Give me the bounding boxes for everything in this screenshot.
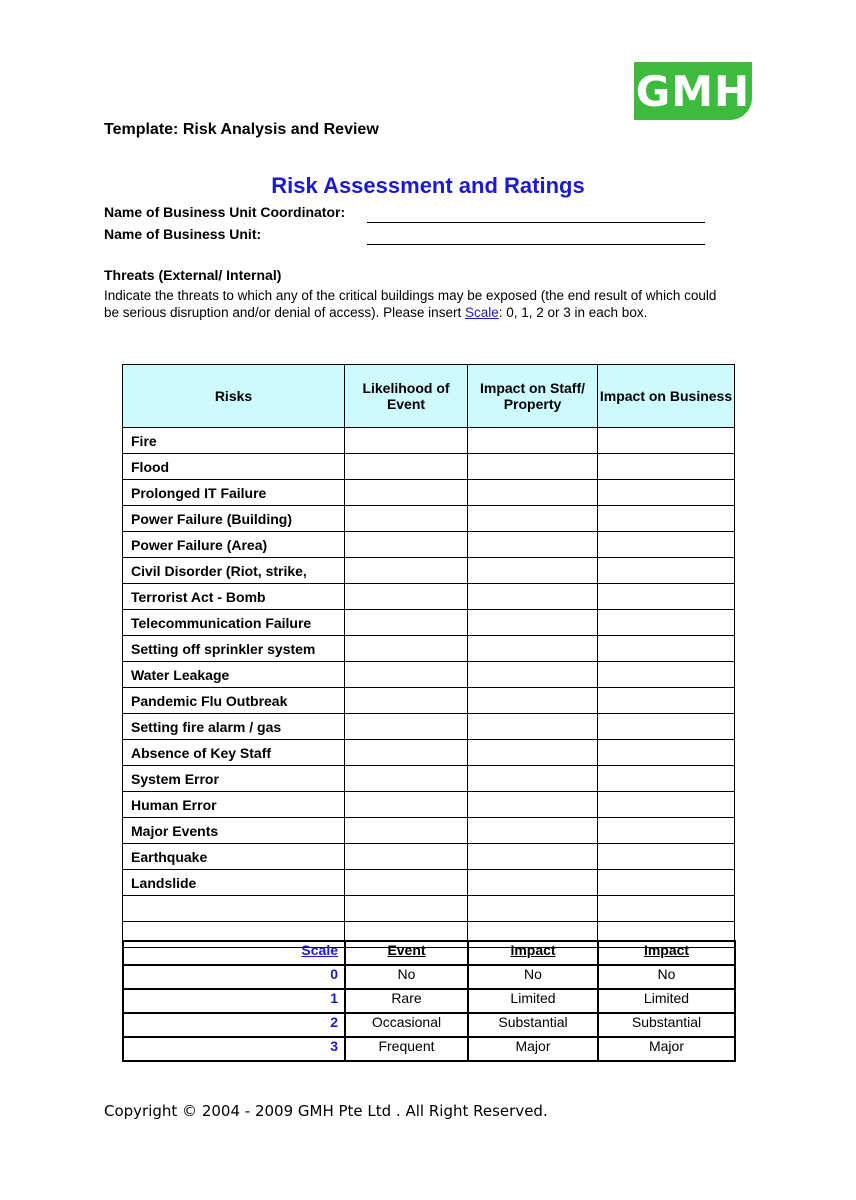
impact-business-value: Major	[598, 1037, 735, 1061]
scale-table	[122, 940, 736, 1062]
impact-staff-cell[interactable]	[468, 896, 598, 922]
impact-business-cell[interactable]	[598, 480, 735, 506]
scale-header-row	[123, 941, 735, 965]
impact-staff-cell[interactable]	[468, 766, 598, 792]
impact-business-cell[interactable]	[598, 766, 735, 792]
impact-staff-value: Substantial	[468, 1013, 598, 1037]
impact-business-cell[interactable]	[598, 558, 735, 584]
impact-staff-cell[interactable]	[468, 818, 598, 844]
likelihood-cell[interactable]	[345, 506, 468, 532]
likelihood-cell[interactable]	[345, 870, 468, 896]
likelihood-cell[interactable]	[345, 480, 468, 506]
impact-business-cell[interactable]	[598, 688, 735, 714]
impact-staff-cell[interactable]	[468, 740, 598, 766]
business-unit-label: Name of Business Unit:	[104, 226, 262, 242]
risk-name: Major Events	[123, 818, 345, 844]
business-unit-field[interactable]	[367, 244, 705, 245]
table-row	[123, 662, 735, 688]
likelihood-cell[interactable]	[345, 766, 468, 792]
impact-staff-cell[interactable]	[468, 792, 598, 818]
header-likelihood: Likelihood of Event	[345, 365, 468, 428]
impact-header: Impact	[598, 941, 735, 965]
scale-row	[123, 1013, 735, 1037]
likelihood-cell[interactable]	[345, 688, 468, 714]
table-row	[123, 688, 735, 714]
likelihood-cell[interactable]	[345, 532, 468, 558]
header-risks: Risks	[123, 365, 345, 428]
risk-name: Landslide	[123, 870, 345, 896]
event-value: Rare	[345, 989, 468, 1013]
gmh-logo: GMH	[634, 62, 752, 120]
impact-staff-cell[interactable]	[468, 636, 598, 662]
impact-staff-cell[interactable]	[468, 506, 598, 532]
impact-business-value: No	[598, 965, 735, 989]
impact-business-cell[interactable]	[598, 428, 735, 454]
impact-business-cell[interactable]	[598, 844, 735, 870]
risk-name: Flood	[123, 454, 345, 480]
impact-business-cell[interactable]	[598, 636, 735, 662]
scale-header[interactable]: Scale	[123, 941, 345, 965]
likelihood-cell[interactable]	[345, 610, 468, 636]
event-value: Frequent	[345, 1037, 468, 1061]
impact-staff-value: Major	[468, 1037, 598, 1061]
likelihood-cell[interactable]	[345, 792, 468, 818]
impact-staff-cell[interactable]	[468, 558, 598, 584]
impact-staff-cell[interactable]	[468, 688, 598, 714]
likelihood-cell[interactable]	[345, 740, 468, 766]
risk-name: Civil Disorder (Riot, strike,	[123, 558, 345, 584]
likelihood-cell[interactable]	[345, 844, 468, 870]
impact-business-value: Substantial	[598, 1013, 735, 1037]
threats-heading: Threats (External/ Internal)	[104, 267, 282, 283]
table-row	[123, 714, 735, 740]
impact-staff-cell[interactable]	[468, 480, 598, 506]
instructions-text-end: : 0, 1, 2 or 3 in each box.	[498, 304, 648, 320]
impact-business-cell[interactable]	[598, 740, 735, 766]
scale-value: 0	[123, 965, 345, 989]
impact-staff-cell[interactable]	[468, 428, 598, 454]
impact-business-cell[interactable]	[598, 506, 735, 532]
impact-staff-cell[interactable]	[468, 532, 598, 558]
risk-name: Terrorist Act - Bomb	[123, 584, 345, 610]
page-title: Risk Assessment and Ratings	[271, 173, 585, 198]
scale-value: 3	[123, 1037, 345, 1061]
likelihood-cell[interactable]	[345, 454, 468, 480]
coordinator-field[interactable]	[367, 222, 705, 223]
impact-staff-cell[interactable]	[468, 454, 598, 480]
risk-name: Power Failure (Area)	[123, 532, 345, 558]
event-value: No	[345, 965, 468, 989]
table-row	[123, 506, 735, 532]
impact-business-value: Limited	[598, 989, 735, 1013]
table-row	[123, 818, 735, 844]
impact-staff-value: Limited	[468, 989, 598, 1013]
copyright: Copyright © 2004 - 2009 GMH Pte Ltd . All Right Reserved.	[104, 1102, 548, 1120]
risk-name	[123, 896, 345, 922]
table-row	[123, 844, 735, 870]
scale-value: 1	[123, 989, 345, 1013]
impact-business-cell[interactable]	[598, 870, 735, 896]
table-row	[123, 610, 735, 636]
impact-business-cell[interactable]	[598, 532, 735, 558]
scale-link[interactable]: Scale	[464, 304, 499, 320]
risk-name: Power Failure (Building)	[123, 506, 345, 532]
table-row	[123, 480, 735, 506]
template-title: Template: Risk Analysis and Review	[104, 121, 379, 138]
table-row	[123, 896, 735, 922]
threats-instructions	[104, 288, 724, 321]
table-row	[123, 454, 735, 480]
impact-business-cell[interactable]	[598, 454, 735, 480]
event-header: Event	[345, 941, 468, 965]
scale-value: 2	[123, 1013, 345, 1037]
likelihood-cell[interactable]	[345, 818, 468, 844]
event-value: Occasional	[345, 1013, 468, 1037]
risk-name: Pandemic Flu Outbreak	[123, 688, 345, 714]
risk-name: Earthquake	[123, 844, 345, 870]
header-impact-staff: Impact on Staff/ Property	[468, 365, 598, 428]
risk-name: Prolonged IT Failure	[123, 480, 345, 506]
likelihood-cell[interactable]	[345, 714, 468, 740]
risk-name: Setting off sprinkler system	[123, 636, 345, 662]
impact-staff-cell[interactable]	[468, 584, 598, 610]
impact-business-cell[interactable]	[598, 896, 735, 922]
table-row	[123, 532, 735, 558]
impact-staff-cell[interactable]	[468, 870, 598, 896]
table-row	[123, 792, 735, 818]
risk-name: Telecommunication Failure	[123, 610, 345, 636]
likelihood-cell[interactable]	[345, 558, 468, 584]
impact-business-cell[interactable]	[598, 714, 735, 740]
impact-business-cell[interactable]	[598, 792, 735, 818]
likelihood-cell[interactable]	[345, 896, 468, 922]
header-impact-business: Impact on Business	[598, 365, 735, 428]
risk-name: Fire	[123, 428, 345, 454]
impact-staff-cell[interactable]	[468, 610, 598, 636]
impact-business-cell[interactable]	[598, 610, 735, 636]
table-row	[123, 584, 735, 610]
likelihood-cell[interactable]	[345, 636, 468, 662]
risk-name: Water Leakage	[123, 662, 345, 688]
impact-staff-cell[interactable]	[468, 844, 598, 870]
impact-staff-cell[interactable]	[468, 714, 598, 740]
risk-table-header	[123, 365, 735, 428]
scale-row	[123, 989, 735, 1013]
risk-name: Absence of Key Staff	[123, 740, 345, 766]
likelihood-cell[interactable]	[345, 428, 468, 454]
coordinator-label: Name of Business Unit Coordinator:	[104, 204, 346, 220]
table-row	[123, 766, 735, 792]
impact-business-cell[interactable]	[598, 818, 735, 844]
scale-row	[123, 1037, 735, 1061]
table-row	[123, 558, 735, 584]
likelihood-cell[interactable]	[345, 584, 468, 610]
impact-business-cell[interactable]	[598, 662, 735, 688]
risk-name: System Error	[123, 766, 345, 792]
table-row	[123, 428, 735, 454]
impact-staff-value: No	[468, 965, 598, 989]
table-row	[123, 636, 735, 662]
impact-staff-cell[interactable]	[468, 662, 598, 688]
instructions-text: Indicate the threats to which any of the critical buildings may be exposed (the end result of which could be serious disruption and/or denial of access). Please insert	[104, 288, 717, 320]
impact-header: Impact	[468, 941, 598, 965]
risk-name: Setting fire alarm / gas	[123, 714, 345, 740]
likelihood-cell[interactable]	[345, 662, 468, 688]
table-row	[123, 870, 735, 896]
risk-table	[122, 364, 735, 948]
scale-row	[123, 965, 735, 989]
risk-name: Human Error	[123, 792, 345, 818]
table-row	[123, 740, 735, 766]
impact-business-cell[interactable]	[598, 584, 735, 610]
